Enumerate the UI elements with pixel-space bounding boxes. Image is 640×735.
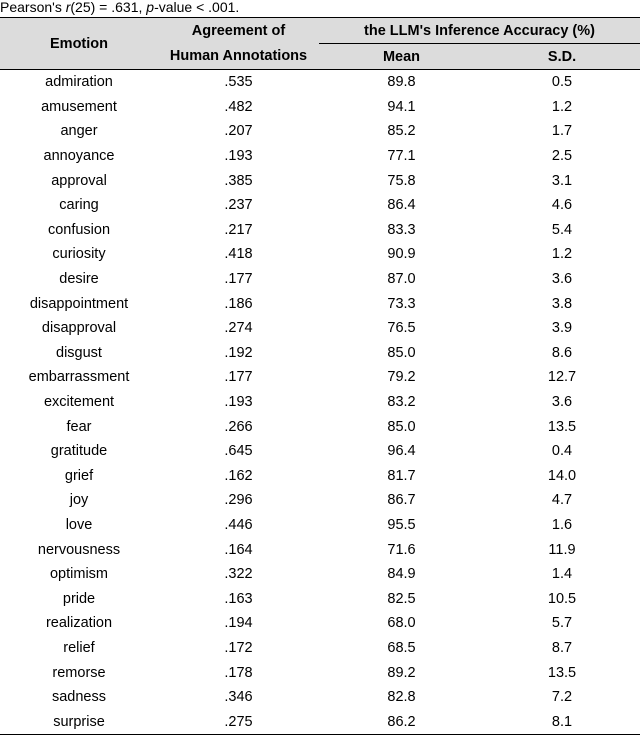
header-accuracy-group: the LLM's Inference Accuracy (%) xyxy=(319,18,640,44)
header-row-top xyxy=(0,18,640,44)
cell-sd: 5.7 xyxy=(551,615,573,632)
table-caption xyxy=(0,0,239,17)
cell-emotion: grief xyxy=(64,467,94,484)
cell-sd: 8.6 xyxy=(551,344,573,361)
cell-mean: 89.2 xyxy=(387,664,416,681)
cell-sd: 13.5 xyxy=(547,664,577,681)
cell-agreement: .193 xyxy=(224,148,253,165)
table-header xyxy=(0,18,640,70)
header-agreement-line2: Human Annotations xyxy=(158,44,319,70)
cell-sd: 3.1 xyxy=(551,172,573,189)
cell-mean: 68.0 xyxy=(387,615,416,632)
table-row xyxy=(0,365,640,390)
cell-mean: 68.5 xyxy=(387,639,416,656)
table-row xyxy=(0,513,640,538)
cell-emotion: curiosity xyxy=(52,246,106,263)
cell-mean: 73.3 xyxy=(387,295,416,312)
cell-mean: 85.2 xyxy=(387,123,416,140)
cell-agreement: .162 xyxy=(224,467,253,484)
cell-sd: 4.6 xyxy=(551,197,573,214)
table-row xyxy=(0,70,640,95)
table-row xyxy=(0,95,640,120)
cell-mean: 90.9 xyxy=(387,246,416,263)
cell-mean: 86.7 xyxy=(387,492,416,509)
cell-mean: 75.8 xyxy=(387,172,416,189)
cell-emotion: pride xyxy=(62,590,96,607)
cell-sd: 1.4 xyxy=(551,566,573,583)
table-row xyxy=(0,316,640,341)
header-agreement-line1: Agreement of xyxy=(158,18,319,44)
cell-agreement: .385 xyxy=(224,172,253,189)
table-row xyxy=(0,341,640,366)
cell-agreement: .645 xyxy=(224,443,253,460)
table-body xyxy=(0,70,640,735)
table-row xyxy=(0,636,640,661)
cell-mean: 85.0 xyxy=(387,344,416,361)
cell-mean: 77.1 xyxy=(387,148,416,165)
cell-agreement: .177 xyxy=(224,369,253,386)
cell-emotion: annoyance xyxy=(43,148,115,165)
table-row xyxy=(0,488,640,513)
cell-sd: 1.7 xyxy=(551,123,573,140)
cell-agreement: .178 xyxy=(224,664,253,681)
cell-mean: 86.2 xyxy=(319,709,484,734)
cell-emotion: joy xyxy=(69,492,89,509)
cell-sd: 3.9 xyxy=(551,320,573,337)
table-row xyxy=(0,586,640,611)
cell-agreement: .192 xyxy=(224,344,253,361)
header-mean: Mean xyxy=(319,44,484,70)
caption-prefix: Pearson's xyxy=(0,0,66,15)
cell-agreement: .346 xyxy=(224,689,253,706)
cell-emotion: approval xyxy=(51,172,107,189)
cell-emotion: excitement xyxy=(43,394,115,411)
caption-middle: (25) = .631, xyxy=(70,0,147,15)
cell-agreement: .274 xyxy=(224,320,253,337)
table-row xyxy=(0,291,640,316)
cell-sd: 12.7 xyxy=(547,369,577,386)
cell-sd: 13.5 xyxy=(547,418,577,435)
cell-sd: 11.9 xyxy=(548,541,576,558)
cell-agreement: .296 xyxy=(224,492,253,509)
cell-agreement: .186 xyxy=(224,295,253,312)
cell-agreement: .535 xyxy=(224,74,253,91)
cell-emotion: disgust xyxy=(56,344,102,361)
cell-sd: 3.8 xyxy=(551,295,573,312)
cell-sd: 4.7 xyxy=(551,492,573,509)
cell-emotion: embarrassment xyxy=(28,369,130,386)
cell-mean: 82.5 xyxy=(387,590,416,607)
cell-agreement: .207 xyxy=(224,123,253,140)
cell-sd: 7.2 xyxy=(551,689,573,706)
cell-agreement: .266 xyxy=(224,418,253,435)
cell-emotion: optimism xyxy=(49,566,108,583)
cell-agreement: .446 xyxy=(224,516,253,533)
table-row xyxy=(0,168,640,193)
cell-sd: 10.5 xyxy=(547,590,577,607)
cell-mean: 83.2 xyxy=(387,394,416,411)
cell-sd: 8.1 xyxy=(484,709,640,734)
cell-sd: 1.6 xyxy=(551,516,573,533)
cell-mean: 83.3 xyxy=(387,221,416,238)
table-row xyxy=(0,144,640,169)
cell-agreement: .194 xyxy=(224,615,253,632)
header-emotion: Emotion xyxy=(0,18,158,70)
cell-sd: 2.5 xyxy=(551,148,573,165)
table-row xyxy=(0,267,640,292)
table-row xyxy=(0,562,640,587)
table-row xyxy=(0,660,640,685)
cell-emotion: relief xyxy=(63,639,95,656)
cell-mean: 82.8 xyxy=(387,689,416,706)
cell-emotion: caring xyxy=(59,197,99,214)
cell-mean: 81.7 xyxy=(387,467,416,484)
cell-mean: 79.2 xyxy=(387,369,416,386)
cell-emotion: fear xyxy=(66,418,92,435)
cell-mean: 86.4 xyxy=(387,197,416,214)
cell-emotion: disapproval xyxy=(41,320,117,337)
cell-mean: 85.0 xyxy=(387,418,416,435)
cell-emotion: confusion xyxy=(47,221,111,238)
cell-emotion: gratitude xyxy=(50,443,108,460)
cell-emotion: disappointment xyxy=(29,295,129,312)
cell-emotion: remorse xyxy=(52,664,106,681)
cell-emotion: desire xyxy=(59,271,99,288)
cell-emotion: amusement xyxy=(41,98,117,115)
table-row xyxy=(0,439,640,464)
cell-mean: 96.4 xyxy=(387,443,416,460)
table-row xyxy=(0,193,640,218)
cell-agreement: .177 xyxy=(224,271,253,288)
cell-sd: 8.7 xyxy=(551,639,573,656)
cell-sd: 3.6 xyxy=(551,394,573,411)
cell-agreement: .164 xyxy=(224,541,253,558)
table-row xyxy=(0,119,640,144)
table-row xyxy=(0,709,640,734)
cell-mean: 87.0 xyxy=(387,271,416,288)
cell-agreement: .275 xyxy=(158,709,319,734)
cell-agreement: .322 xyxy=(224,566,253,583)
cell-mean: 94.1 xyxy=(387,98,416,115)
cell-sd: 0.5 xyxy=(551,74,573,91)
cell-agreement: .172 xyxy=(224,639,253,656)
table-row xyxy=(0,414,640,439)
cell-emotion: anger xyxy=(60,123,98,140)
cell-emotion: love xyxy=(65,516,93,533)
cell-emotion: sadness xyxy=(51,689,106,706)
table-row xyxy=(0,242,640,267)
table-row xyxy=(0,537,640,562)
cell-mean: 71.6 xyxy=(387,541,416,558)
cell-sd: 1.2 xyxy=(551,246,573,263)
cell-mean: 95.5 xyxy=(387,516,416,533)
cell-emotion: realization xyxy=(45,615,113,632)
cell-sd: 1.2 xyxy=(551,98,573,115)
cell-sd: 0.4 xyxy=(551,443,573,460)
cell-agreement: .217 xyxy=(224,221,253,238)
cell-agreement: .237 xyxy=(224,197,253,214)
cell-sd: 3.6 xyxy=(551,271,573,288)
cell-mean: 76.5 xyxy=(387,320,416,337)
cell-sd: 14.0 xyxy=(547,467,577,484)
cell-mean: 84.9 xyxy=(387,566,416,583)
cell-emotion: nervousness xyxy=(37,541,121,558)
cell-agreement: .193 xyxy=(224,394,253,411)
cell-mean: 89.8 xyxy=(387,74,416,91)
cell-emotion: admiration xyxy=(45,74,113,91)
table-row xyxy=(0,611,640,636)
caption-r-symbol: r xyxy=(65,0,71,15)
table-row xyxy=(0,218,640,243)
table-row xyxy=(0,464,640,489)
table-row xyxy=(0,685,640,710)
cell-sd: 5.4 xyxy=(551,221,573,238)
cell-emotion: surprise xyxy=(0,709,158,734)
caption-p-symbol: p xyxy=(146,0,155,15)
caption-suffix: -value < .001. xyxy=(154,0,240,15)
header-sd: S.D. xyxy=(484,44,640,70)
cell-agreement: .482 xyxy=(224,98,253,115)
cell-agreement: .163 xyxy=(224,590,253,607)
cell-agreement: .418 xyxy=(224,246,253,263)
table-row xyxy=(0,390,640,415)
emotion-accuracy-table xyxy=(0,17,640,735)
